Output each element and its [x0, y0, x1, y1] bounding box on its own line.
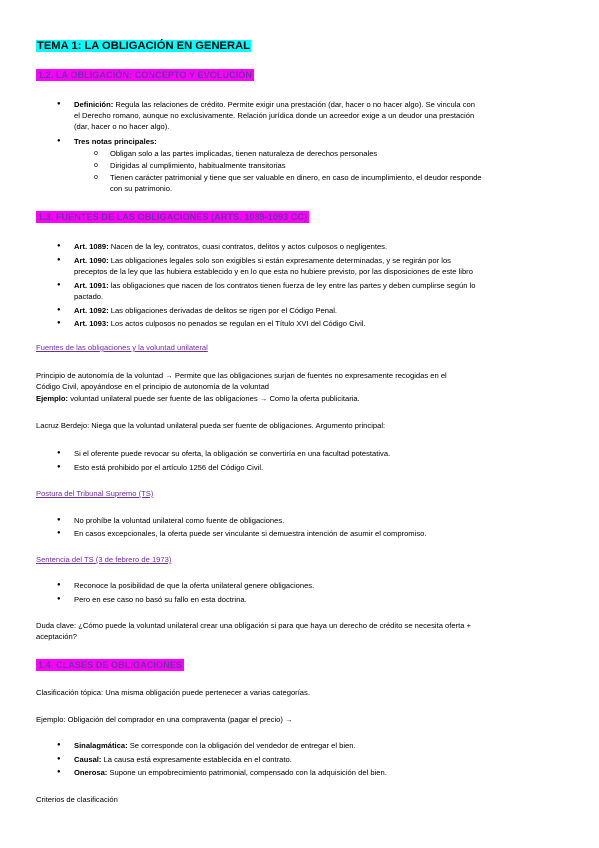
paragraph-lacruz: Lacruz Berdejo: Niega que la voluntad unilateral pueda ser fuente de obligaciones. Argumento principal: — [36, 421, 386, 430]
list-item-art-1089: ● Art. 1089: Nacen de la ley, contratos, cuasi contratos, delitos y actos culposos o negligentes. — [74, 241, 387, 252]
section-heading-1-3: 1.3. FUENTES DE LAS OBLIGACIONES (ARTS. 1089-1093 CC) — [38, 212, 308, 222]
list-item: ● Pero en ese caso no basó su fallo en esta doctrina. — [74, 594, 247, 605]
list-item: ● Reconoce la posibilidad de que la oferta unilateral genere obligaciones. — [74, 580, 314, 591]
list-item-onerosa: ● Onerosa: Supone un empobrecimiento patrimonial, compensado con la adquisición del bien. — [74, 767, 387, 778]
art-1090-continuation: preceptos de la ley que las hubiera establecido y en lo que esta no hubiere previsto, por las disposiciones de este libro — [74, 267, 473, 276]
paragraph-duda-line-1: Duda clave: ¿Cómo puede la voluntad unilateral crear una obligación si para que haya un derecho de crédito se necesita oferta + — [36, 621, 472, 630]
list-item-notas: ● Tres notas principales: — [74, 136, 157, 147]
list-item: ● Esto está prohibido por el artículo 1256 del Código Civil. — [74, 462, 263, 473]
paragraph-duda-line-2: aceptación? — [36, 632, 77, 641]
paragraph-ejemplo: Ejemplo: voluntad unilateral puede ser fuente de las obligaciones → Como la oferta publicitaria. — [36, 394, 360, 403]
definicion-line-2: el Derecho romano, aunque no exclusivamente. Relación jurídica donde un acreedor exige a un deudor una prestación — [74, 111, 475, 120]
list-item: ● En casos excepcionales, la oferta puede ser vinculante si demuestra intención de asumir el compromiso. — [74, 528, 426, 539]
list-item-definicion: ● Definición: Regula las relaciones de crédito. Permite exigir una prestación (dar, hacer o no hacer algo). Se vincula con — [74, 99, 475, 110]
link-fuentes-voluntad-unilateral[interactable]: Fuentes de las obligaciones y la voluntad unilateral — [36, 343, 208, 352]
art-1091-continuation: pactado. — [74, 292, 104, 301]
list-item: ● Si el oferente puede revocar su oferta, la obligación se convertiría en una facultad potestativa. — [74, 448, 390, 459]
sub-list-item-continuation: con su patrimonio. — [110, 184, 173, 193]
sub-list-item: o Dirigidas al cumplimiento, habitualmente transitorias — [110, 160, 286, 171]
paragraph-ejemplo-comprador: Ejemplo: Obligación del comprador en una compraventa (pagar el precio) → — [36, 715, 293, 724]
sub-list-item: o Obligan solo a las partes implicadas, tienen naturaleza de derechos personales — [110, 148, 377, 159]
section-heading-1-4: 1.4. CLASES DE OBLIGACIONES — [38, 660, 182, 670]
list-item-art-1092: ● Art. 1092: Las obligaciones derivadas de delitos se rigen por el Código Penal. — [74, 305, 337, 316]
list-item-sinalagmatica: ● Sinalagmática: Se corresponde con la obligación del vendedor de entregar el bien. — [74, 740, 356, 751]
document-title: TEMA 1: LA OBLIGACIÓN EN GENERAL — [37, 40, 250, 52]
paragraph-autonomia-line-1: Principio de autonomía de la voluntad → Permite que las obligaciones surjan de fuentes no expresamente recogidas en el — [36, 371, 447, 380]
paragraph-autonomia-line-2: Código Civil, apoyándose en el principio de autonomía de la voluntad — [36, 382, 270, 391]
sub-list-item: o Tienen carácter patrimonial y tiene que ser valuable en dinero, en caso de incumplimiento, el deudor responde — [110, 172, 482, 183]
link-postura-tribunal-supremo[interactable]: Postura del Tribunal Supremo (TS) — [36, 489, 154, 498]
list-item-art-1091: ● Art. 1091: las obligaciones que nacen de los contratos tienen fuerza de ley entre las partes y deben cumplirse según lo — [74, 280, 475, 291]
definicion-line-3: (dar, hacer o no hacer algo). — [74, 122, 170, 131]
link-sentencia-ts[interactable]: Sentencia del TS (3 de febrero de 1973) — [36, 555, 172, 564]
list-item: ● No prohíbe la voluntad unilateral como fuente de obligaciones. — [74, 515, 284, 526]
list-item-art-1090: ● Art. 1090: Las obligaciones legales solo son exigibles si están expresamente determinadas, y se regirán por los — [74, 255, 451, 266]
list-item-causal: ● Causal: La causa está expresamente establecida en el contrato. — [74, 754, 292, 765]
paragraph-clasificacion: Clasificación tópica: Una misma obligación puede pertenecer a varias categorías. — [36, 688, 310, 697]
paragraph-criterios: Criterios de clasificación — [36, 795, 118, 804]
list-item-art-1093: ● Art. 1093: Los actos culposos no penados se regulan en el Título XVI del Código Civil. — [74, 318, 366, 329]
section-heading-1-2: 1.2. LA OBLIGACIÓN: CONCEPTO Y EVOLUCIÓN — [38, 70, 253, 80]
